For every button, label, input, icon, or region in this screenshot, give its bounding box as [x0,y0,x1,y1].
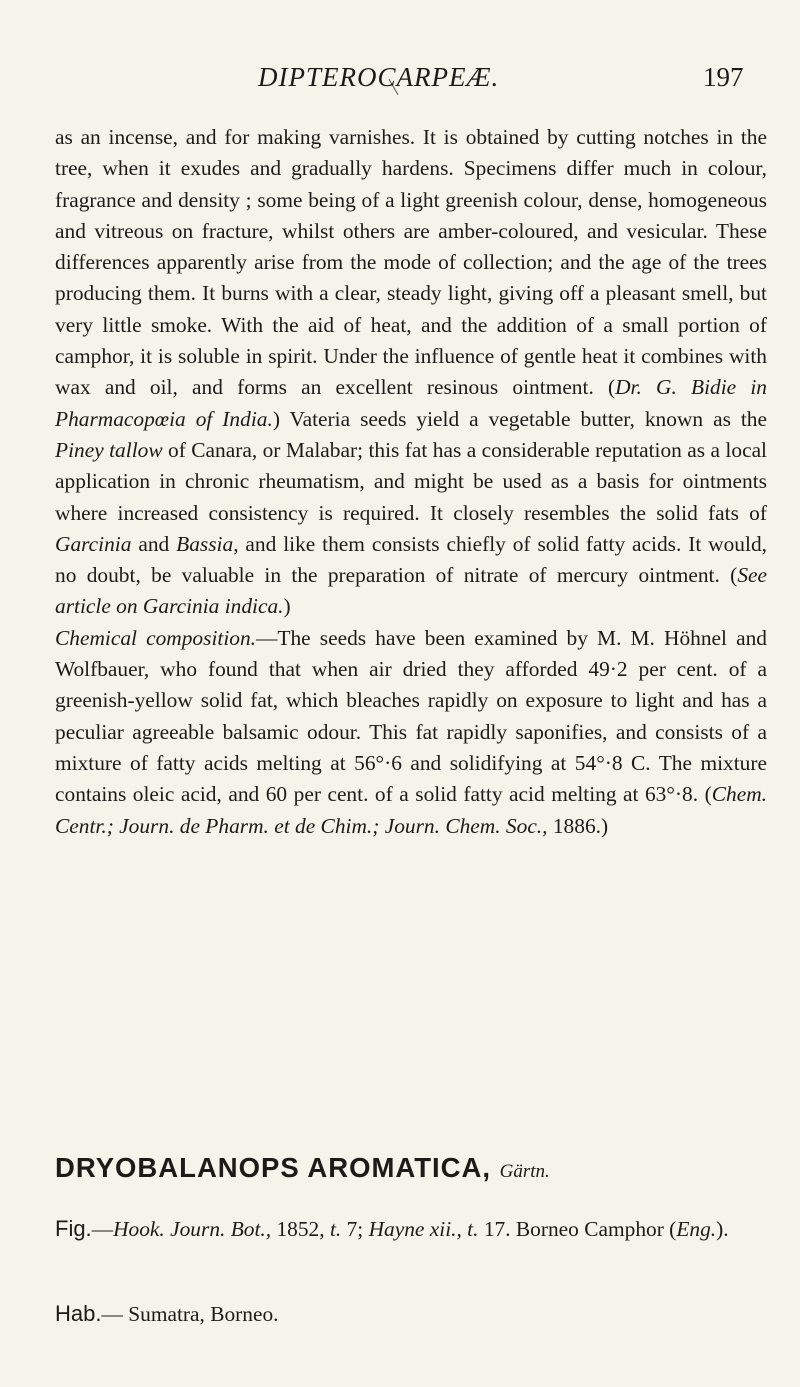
species-author: Gärtn. [499,1161,550,1182]
section-heading [55,1152,767,1184]
page-header [0,62,800,102]
habitat [55,1298,767,1330]
text-run: 17. Borneo Camphor ( [478,1217,677,1241]
italic-term: Garcinia [55,531,132,556]
italic-term: Bassia [176,531,234,556]
text-run: ). [716,1217,729,1241]
text-run: 7; [341,1217,369,1241]
text-run: —The seeds have been examined by M. M. Höhnel and Wolfbauer, who found that when air dried they afforded 49·2 per cent. of a greenish-yellow solid fat, which bleaches rapidly on exposure to light and has a peculiar agreeable balsamic odour. This fat rapidly saponifies, and consists of a mixture of fatty acids melting at 56°·6 and solidifying at 54°·8 C. The mixture contains oleic acid, and 60 per cent. of a solid fatty acid melting at 63°·8. ( [55,625,768,807]
citation: Dr. G. Bidie in Pharmacopœia of India. [55,375,767,431]
text-run: ) Vateria seeds yield a vegetable butter, known as the [272,406,767,431]
body-text [55,122,767,842]
hab-label: Hab. [55,1301,102,1326]
page-number: 197 [703,62,744,92]
text-run: of Canara, or Malabar; this fat has a considerable reputation as a local application in chronic rheumatism, and might be used as a basis for ointments where increased consistency is required. It closely resembles the solid fats of [55,437,768,525]
paragraph-vateria [55,122,767,623]
citation: Hayne xii., t. [368,1217,479,1241]
citation: Chem. Centr.; Journ. de Pharm. et de Chim.; Journ. Chem. Soc., [55,782,767,838]
subheading: Chemical composition. [55,625,257,650]
language-abbrev: Eng. [676,1217,717,1241]
fig-label: Fig. [55,1216,92,1241]
citation: t. [329,1217,342,1241]
text-run: 1852, [271,1217,330,1241]
italic-term: Piney tallow [55,437,163,462]
figure-references [55,1213,767,1245]
text-run: and [131,531,177,556]
text-run: as an incense, and for making varnishes. It is obtained by cutting notches in the tree, when it exudes and gradually hardens. Specimens differ much in colour, fragrance and density ; some being of a light greenish colour, dense, homogeneous and vitreous on fracture, whilst others are amber-coloured, and vesicular. These differences apparently arise from the mode of collection; and the age of the trees producing them. It burns with a clear, steady light, giving off a pleasant smell, but very little smoke. With the aid of heat, and the addition of a small portion of camphor, it is soluble in spirit. Under the influence of gentle heat it combines with wax and oil, and forms an excellent resinous ointment. ( [55,125,767,400]
running-title: DIPTEROCARPEÆ. [258,62,500,92]
cross-reference: See article on Garcinia indica. [55,563,767,619]
text-run: ) [283,594,291,619]
paragraph-chemical-composition [55,623,767,842]
citation: Hook. Journ. Bot., [113,1217,272,1241]
habitat-text: — Sumatra, Borneo. [101,1302,279,1326]
text-run: — [91,1217,114,1241]
text-run: , and like them consists chiefly of solid fatty acids. It would, no doubt, be valuable in the preparation of nitrate of mercury ointment. ( [55,531,767,588]
text-run: 1886.) [547,813,609,838]
species-name: DRYOBALANOPS AROMATICA, [55,1152,491,1183]
